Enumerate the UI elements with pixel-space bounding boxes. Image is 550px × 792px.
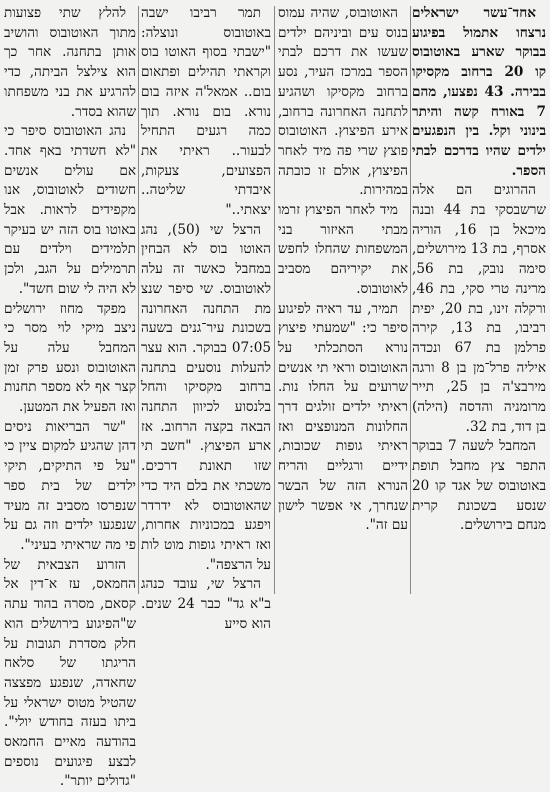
body-paragraph: האוטובוס, שהיה עמוס בנוס עים וביניהם ילדים שעשו את דרכם לבתי הספר במרכז העיר, נסע ברחוב מקסיקו ושהגיע לתחנה האחרונה ברחוב, אירע הפיצוץ. האוטובוס פוצץ שרי פה מיד לאחר הפיצוץ, אולם זו כובתה במהירות. bbox=[278, 5, 408, 199]
article-column-4 bbox=[4, 4, 136, 790]
witness-quote-paragraph: תמיר, עד ראיה לפיגוע סיפר כי: "שמעתי פיצוץ נורא הסתכלתי על האוטובוס וראי תי אנשים שרועים על החלו נות. ראיתי ילדים זולגים דרך החלונות המנופצים ואז ראיתי גופות שכובות, ידיים ורגליים והריח הנורא הזה של הבשר שנחרך, אי אפשר לישון עם זה". bbox=[278, 300, 408, 534]
column-divider bbox=[138, 6, 139, 594]
column-divider bbox=[410, 6, 411, 594]
lead-paragraph: אחד־עשר ישראלים נרצחו אתמול בפיגוע בבוקר שארע באוטובוס קו 20 ברחוב מקסיקו בבירה. 43 נפצעו, מהם 7 באורח קשה והיתר בינוני וקל. בין הנפגעים ילדים שהיו בדרכם לבתי הספר. bbox=[412, 5, 546, 179]
hamas-claim-paragraph: הזרוע הצבאית של החמאס, עז א־דין אל קסאם, מסרה בהוד עתה ש"הפיגוע בירושלים הוא חלק מסדרת תגובות על הריגתו של סלאח שחאדה, שנפגע מפצצה שהטיל מטוס ישראלי על ביתו בעזה בחודש יולי". בהודעה מאיים החמאס לבצע פיגועים נוספים "גדולים יותר". bbox=[4, 556, 136, 790]
driver-quote-paragraph: נהג האוטובוס סיפר כי "לא חשדתי באף אחד. אם עולים אנשים חשודים לאוטובוס, אנו מקפידים לראות. אבל באוטו בוס הזה יש בעיקר תלמידים וילדים עם תרמילים על הגב, ולכן לא היה לי שום חשד". bbox=[4, 123, 136, 297]
body-paragraph: להלץ שתי פצועות מתוך האוטובוס והושיב אותן בתחנה. אחר כך הוא צילצל הביתה, כדי להרגיע את בני משפחתו שהוא בסדר. bbox=[4, 5, 136, 120]
victims-paragraph: ההרוגים הם אלה שרשבסקי בת 44 ובנה מיכאל בן 16, הוריה אסרף, בת 13 מירושלים, סימה נובק, בת 56, מרינה טרי סקי, בת 46, ורקלה זינו, בת 20, יפית רביבו, בת 13, קירה פרלמן בת 67 ונכדה איליה פרל־מן בן 8 ורגה מירבצ'ה בן 25, תייר מרומניה והדסה (הילה) בן דוד, בת 32. bbox=[412, 182, 547, 435]
article-column-3 bbox=[141, 4, 271, 632]
body-paragraph: הרצל שי, עובד כנהג ב"א גד" כבר 24 שנים. הוא סייע bbox=[141, 576, 271, 632]
body-paragraph: מיד לאחר הפיצוץ זרמו מבתי האיזור בני המשפחות שהחלו לחפש את יקיריהם מסביב לאוטובוס. bbox=[278, 202, 408, 297]
minister-quote-paragraph: "שר הבריאות ניסים דהן שהגיע למקום ציין כי "על פי התיקים, תיקי ילדים של בית ספר שנפרסו מסביב זה מעיד שנפגעו ילדים וזה גם על פי מה שראיתי בעיני". bbox=[4, 418, 136, 553]
police-paragraph: מפקד מחוז ירושלים ניצב מיקי לוי מסר כי המחבל עלה על האוטובוס ונסע פרק זמן קצר אף לא מספר תחנות ואז הפעיל את המטען. bbox=[4, 300, 136, 416]
article-column-1 bbox=[412, 4, 546, 596]
article-column-2 bbox=[278, 4, 408, 596]
witness-quote-paragraph: תמר רביבו ישבה באוטובוס ונוצלה: "ישבתי בסוף האוטו בוס וקראתי תהילים ופתאום בום.. אמאל'ה איזה בום נורא. בום נורא. תוך כמה רגעים התחיל לבעור.. ראיתי את הפצועים, צעקות, איבדתי שליטה.. יצאתי.." bbox=[141, 5, 271, 219]
driver-account-paragraph: הרצל שי (50), נהג האוטו בוס לא הבחין במחבל כאשר זה עלה לאוטובוס. שי סיפר שנצ מת התחנה האחרונה בשכונת עיר־גנים בשעה 07:05 בבוקר. הוא עצר להעלות נוסעים בתחנה ברחוב מקסיקו והחל בלנסוע לכיוון התחנה הבאה בקצה הרחוב. אז ארע הפיצוץ. "חשב תי שזו תאונת דרכים. משכתי את בלם היד כדי שהאוטובוס לא ידרדר ויפגע במכוניות אחרות, ואז ראיתי גופות מוט לות על הרצפה". bbox=[141, 221, 271, 573]
column-divider bbox=[274, 6, 275, 594]
body-paragraph: המחבל לשעה 7 בבוקר התפר צץ מחבל תופת באוטובוס של אגד קו 20 שנסע בשכונת קרית מנחם בירושלים. bbox=[412, 438, 546, 534]
